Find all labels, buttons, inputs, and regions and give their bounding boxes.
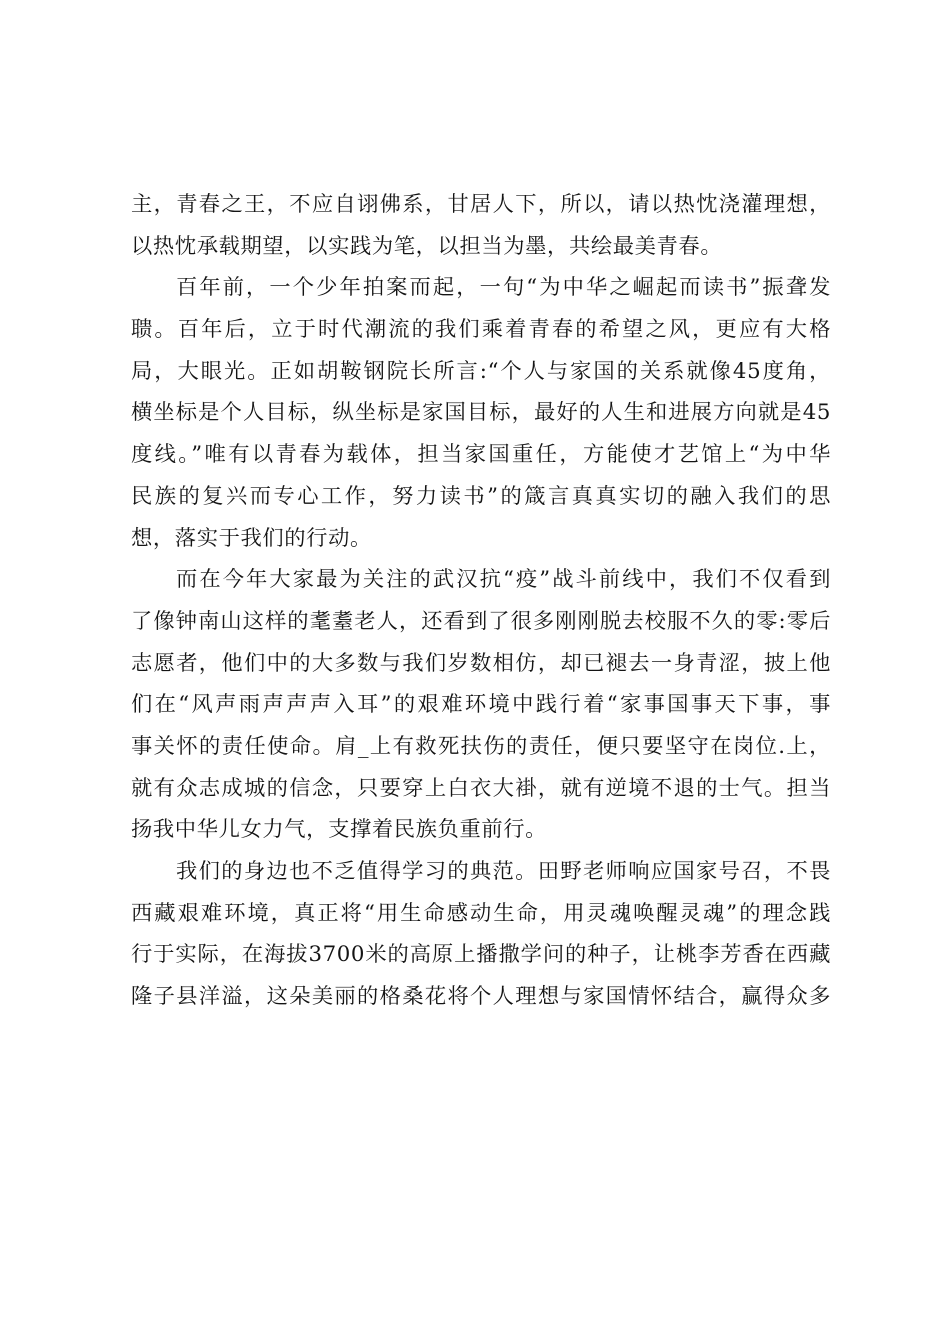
text-line: 就有众志成城的信念，只要穿上白衣大褂，就有逆境不退的士气。担当	[131, 775, 831, 801]
text-line: 行于实际，在海拔3700米的高原上播撒学问的种子，让桃李芳香在西藏	[131, 942, 831, 968]
text-line: 百年前，一个少年拍案而起，一句“为中华之崛起而读书”振聋发	[176, 275, 831, 301]
text-line: 横坐标是个人目标，纵坐标是家国目标，最好的人生和进展方向就是45	[131, 400, 831, 426]
text-line: 主，青春之王，不应自诩佛系，甘居人下，所以，请以热忱浇灌理想，	[131, 192, 831, 217]
text-line: 民族的复兴而专心工作，努力读书”的箴言真真实切的融入我们的思	[131, 483, 831, 509]
text-line: 想，落实于我们的行动。	[131, 525, 372, 551]
text-line: 了像钟南山这样的耄耋老人，还看到了很多刚刚脱去校服不久的零:零后	[131, 608, 831, 634]
text-line: 隆子县洋溢，这朵美丽的格桑花将个人理想与家国情怀结合，赢得众多	[131, 984, 831, 1010]
text-line: 而在今年大家最为关注的武汉抗“疫”战斗前线中，我们不仅看到	[176, 567, 831, 593]
text-line: 聩。百年后，立于时代潮流的我们乘着青春的希望之风，更应有大格	[131, 317, 831, 343]
text-line: 志愿者，他们中的大多数与我们岁数相仿，却已褪去一身青涩，披上他	[131, 650, 831, 676]
text-line: 事关怀的责任使命。肩_上有救死扶伤的责任，便只要坚守在岗位.上，	[131, 733, 831, 759]
text-line: 们在“风声雨声声声入耳”的艰难环境中践行着“家事国事天下事，事	[131, 692, 831, 718]
document-body	[131, 184, 831, 1018]
text-line: 以热忱承载期望，以实践为笔，以担当为墨，共绘最美青春。	[131, 233, 723, 259]
text-line: 局，大眼光。正如胡鞍钢院长所言:“个人与家国的关系就像45度角，	[131, 358, 831, 384]
text-line: 度线。”唯有以青春为载体，担当家国重任，方能使才艺馆上“为中华	[131, 442, 831, 468]
text-line: 扬我中华儿女力气，支撑着民族负重前行。	[131, 817, 548, 843]
text-line: 西藏艰难环境，真正将“用生命感动生命，用灵魂唤醒灵魂”的理念践	[131, 900, 831, 926]
text-line: 我们的身边也不乏值得学习的典范。田野老师响应国家号召，不畏	[176, 859, 831, 884]
